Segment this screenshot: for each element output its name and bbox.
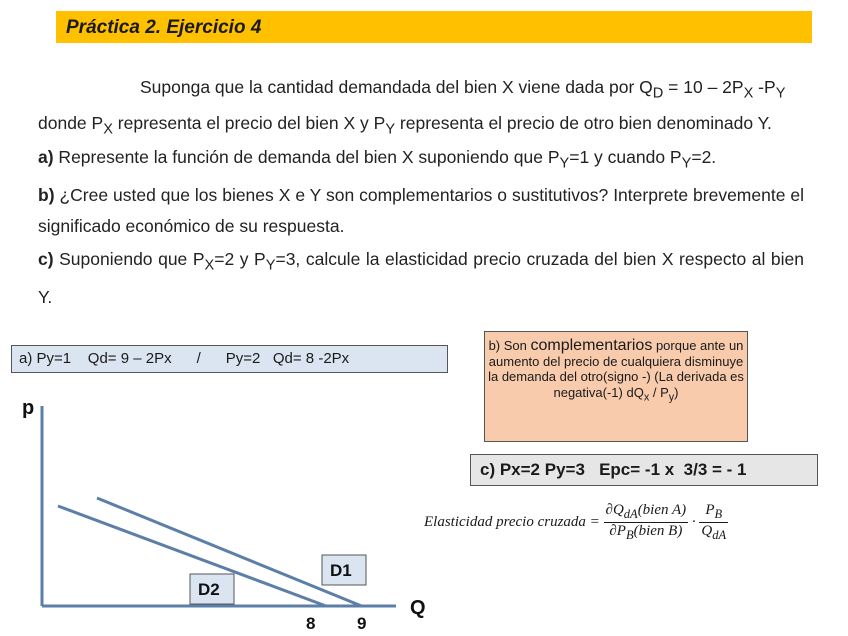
answer-a-box [11,345,448,373]
d1-label: D1 [330,561,352,580]
fraction-ratio: $\frac{P_B}{Q_{dA}}$ [701,502,727,542]
y-axis-label: p [22,397,35,419]
answer-c-text: c) Px=2 Py=3 Epc= -1 x 3/3 = - 1 [480,460,747,479]
fraction-derivative: $\frac{\partial Q_{dA}(bien A)}{\partial P_B(bien B)}$ [605,502,687,542]
tick-label-9: 9 [357,614,367,633]
intro-line-1: Suponga que la cantidad demandada del bien X viene dada por $Q_D = 10 - 2P_X$ $-P_Y$ [140,77,786,102]
answer-c-box [470,454,818,486]
question-c: c) Suponiendo que $P_X=2$ y $P_Y=3$, calcule la elasticidad precio cruzada del bien X respecto al bien Y. [38,249,804,307]
x-axis-label: Q [410,597,426,619]
intro-line-2: donde $P_X$ representa el precio del bien X y $P_Y$ representa el precio de otro bien denominado Y. [38,113,772,138]
tick-label-8: 8 [306,614,316,633]
demand-chart [0,376,440,636]
answer-b-box: b) Son complementarios porque ante un aumento del precio de cualquiera disminuye la demanda del otro(signo -) (La derivada es negativa(-1) $dQ_x / P_y$) [484,331,748,442]
page-title: Práctica 2. Ejercicio 4 [66,17,262,38]
question-b: b) ¿Cree usted que los bienes X e Y son complementarios o sustitutivos? Interprete brevemente el significado económico de su respuesta. [38,185,804,236]
answer-a-text: a) Py=1 Qd= 9 – 2Px / Py=2 Qd= 8 -2Px [19,350,350,367]
d2-label: D2 [198,580,220,599]
question-a: a) Represente la función de demanda del bien X suponiendo que $P_Y=1$ y cuando $P_Y=2$. [38,147,717,172]
title-bar [56,11,812,43]
cross-elasticity-formula: Elasticidad precio cruzada = $\frac{\partial Q_{dA}(bien A)}{\partial P_B(bien B)}$ · $\frac{P_B}{Q_{dA}}$ [424,502,727,542]
